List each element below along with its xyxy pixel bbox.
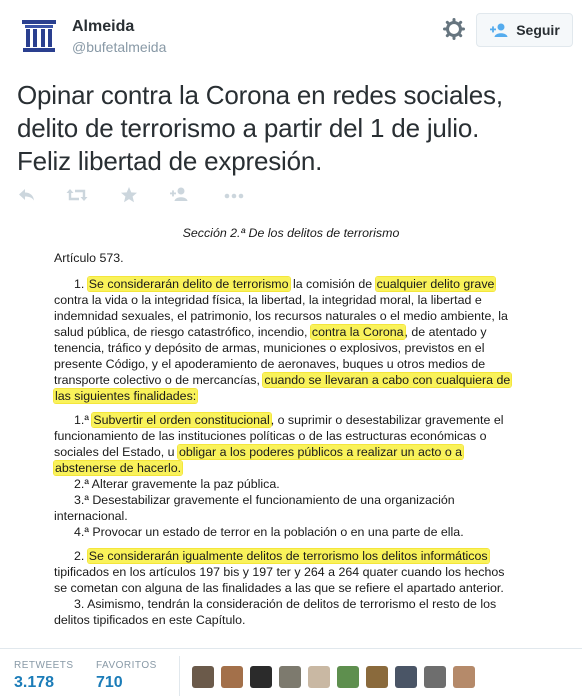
tweet-text-line: delito de terrorismo a partir del 1 de julio. [17, 113, 480, 143]
favorite-icon[interactable] [120, 186, 142, 206]
document-line: funcionamiento de las instituciones políticas o de las estructuras económicas o [54, 429, 487, 443]
gear-icon[interactable] [443, 18, 465, 40]
favorites-count: 710 [96, 674, 123, 691]
favoriter-avatar[interactable] [424, 666, 446, 688]
document-line: presente Código, y el apoderamiento de aeronaves, buques u otros medios de [54, 357, 486, 371]
document-line: tenencia, tráfico y depósito de armas, municiones o explosivos, previstos en el [54, 341, 485, 355]
retweet-icon[interactable] [66, 186, 88, 206]
document-article: Artículo 573. [54, 251, 124, 265]
follow-button[interactable] [476, 13, 573, 47]
favoriter-avatar[interactable] [250, 666, 272, 688]
avatar[interactable] [17, 14, 61, 58]
favoriter-avatar[interactable] [279, 666, 301, 688]
divider [179, 656, 180, 696]
document-line: 4.ª Provocar un estado de terror en la población o en una parte de ella. [74, 525, 464, 539]
document-line [54, 461, 182, 476]
retweets-count: 3.178 [14, 674, 55, 691]
attached-document-image[interactable] [48, 222, 534, 632]
highlight: Subvertir el orden constitucional [93, 413, 270, 427]
document-line: transporte colectivo o de mercancías, cuando se llevaran a cabo con cualquiera de [54, 373, 511, 387]
tweet-text-line: Feliz libertad de expresión. [17, 146, 323, 176]
favorites-stat[interactable] [96, 660, 157, 692]
document-line: tipificados en los artículos 197 bis y 197 ter y 264 a 264 quater cuando los hechos [54, 565, 505, 579]
reply-icon[interactable] [17, 186, 39, 206]
highlight: contra la Corona [311, 325, 404, 339]
retweets-label: RETWEETS [14, 660, 74, 671]
tweet-text-line: Opinar contra la Corona en redes sociales, [17, 80, 503, 110]
tweet-actions [17, 186, 257, 206]
favoriter-avatar[interactable] [337, 666, 359, 688]
follow-button-label: Seguir [516, 22, 560, 38]
document-line: internacional. [54, 509, 128, 523]
document-line: contra la vida o la integridad física, la libertad, la integridad moral, la libertad e [54, 293, 482, 307]
favorites-label: FAVORITOS [96, 660, 157, 671]
document-line: salud pública, de riesgo catastrófico, incendio, contra la Corona, de atentado y [54, 325, 487, 339]
follow-icon[interactable] [169, 186, 191, 206]
document-line: 2. Se considerarán igualmente delitos de terrorismo los delitos informáticos [74, 549, 488, 563]
document-line: se cometan con alguna de las finalidades a las que se refiere el apartado anterior. [54, 581, 504, 595]
more-icon[interactable] [223, 186, 245, 206]
favoriter-avatar[interactable] [395, 666, 417, 688]
user-handle[interactable]: @bufetalmeida [72, 39, 167, 55]
document-line: 1.ª Subvertir el orden constitucional, o suprimir o desestabilizar gravemente el [74, 413, 504, 427]
building-logo-icon [17, 14, 61, 58]
highlight: Se considerarán igualmente delitos de terrorismo los delitos informáticos [88, 549, 488, 563]
document-line: indemnidad sexuales, el patrimonio, los recursos naturales o el medio ambiente, la [54, 309, 508, 323]
highlight: obligar a los poderes públicos a realizar un acto o a [178, 445, 463, 459]
document-section-title: Sección 2.ª De los delitos de terrorismo [182, 226, 400, 240]
add-user-icon [489, 22, 509, 38]
retweets-stat[interactable] [14, 660, 74, 692]
highlight: cuando se llevaran a cabo con cualquiera de [264, 373, 511, 387]
favoriter-avatar[interactable] [221, 666, 243, 688]
document-line: delitos tipificados en este Capítulo. [54, 613, 246, 627]
favoriter-avatar[interactable] [366, 666, 388, 688]
document-line: 1. Se considerarán delito de terrorismo la comisión de cualquier delito grave [74, 277, 495, 291]
highlight: las siguientes finalidades: [55, 389, 197, 403]
highlight: Se considerarán delito de terrorismo [88, 277, 289, 291]
document-line [54, 389, 197, 404]
highlight: abstenerse de hacerlo. [55, 461, 182, 475]
document-line: 2.ª Alterar gravemente la paz pública. [74, 477, 280, 491]
tweet-header [0, 0, 582, 70]
favoriter-avatar[interactable] [192, 666, 214, 688]
divider [0, 648, 582, 649]
document-line: 3. Asimismo, tendrán la consideración de delitos de terrorismo el resto de los [74, 597, 497, 611]
highlight: cualquier delito grave [376, 277, 495, 291]
favoriter-avatar[interactable] [308, 666, 330, 688]
tweet-text [17, 79, 567, 178]
document-line: 3.ª Desestabilizar gravemente el funcionamiento de una organización [74, 493, 455, 507]
favoriter-avatar[interactable] [453, 666, 475, 688]
user-name[interactable]: Almeida [72, 18, 135, 35]
document-line: sociales del Estado, u obligar a los poderes públicos a realizar un acto o a [54, 445, 463, 459]
